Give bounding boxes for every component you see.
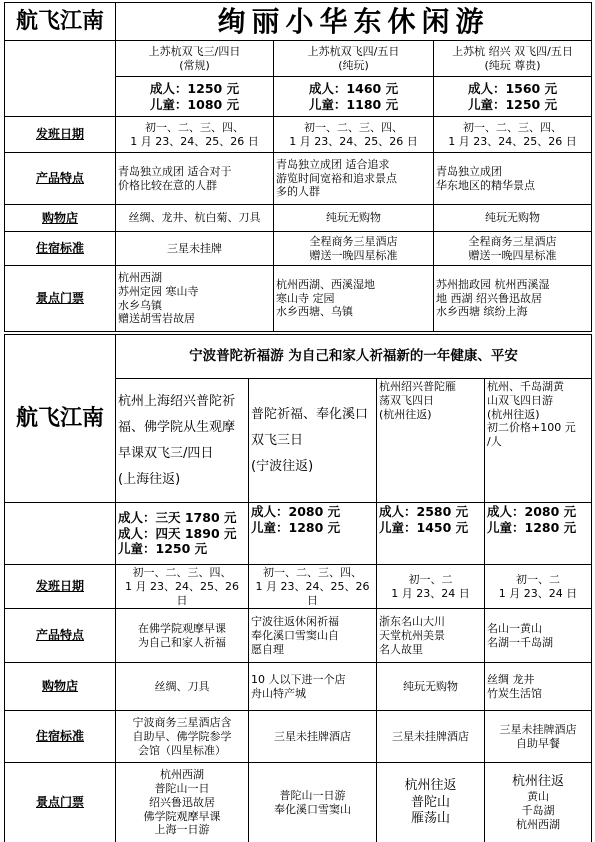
product-name-line: /人 [487,435,502,448]
shopping-line: 竹炭生活馆 [487,686,542,700]
shopping-cell [377,663,485,711]
shopping-line: 纯玩无购物 [403,679,458,693]
shopping-label: 购物店 [5,205,116,232]
feature-line: 名湖一千岛湖 [487,635,553,649]
product-name-line: 初二价格+100 元 [487,421,576,435]
hotel-line: 三星未挂牌酒店 [499,723,577,736]
date-line: 1 月 23、24 日 [391,586,470,600]
price-line: 儿童：1250 元 [118,541,208,557]
price-line: 成人：四天 1890 元 [118,525,237,541]
child-price: 儿童：1250 元 [467,96,558,112]
feature-line: 名人故里 [379,642,423,656]
product-name: 上苏杭双飞四/五日 [307,44,400,58]
hotel-label: 住宿标准 [5,232,116,266]
hotel-line: 三星未挂牌酒店 [392,729,469,743]
product-type: (纯玩) [338,58,369,72]
feature-line: 为自己和家人祈福 [138,635,226,649]
sights-row [5,266,592,332]
date-line: 1 月 23、24 日 [498,586,578,600]
sight-line: 佛学院观摩早课 [143,809,221,823]
price-line: 儿童：1280 元 [487,519,577,535]
sight-line: 杭州西湖、西溪湿地 [276,277,375,291]
sights-cell [249,763,377,842]
date-line: 1 月 23、24、25、26 日 [289,134,418,148]
features-label: 产品特点 [5,609,116,663]
hotel-cell [434,232,592,266]
features-label: 产品特点 [5,153,116,205]
date-line: 1 月 23、24、25、26 日 [255,579,370,607]
hotel-line: 三星未挂牌酒店 [274,729,351,743]
date-line: 初一、二、三、四、 [304,120,403,134]
product-name-line: (上海往返) [118,471,181,487]
features-cell [485,609,592,663]
feature-line: 华东地区的精华景点 [436,178,535,192]
features-cell [377,609,485,663]
product-name-line: 早课双飞三/四日 [118,445,214,461]
hotel-cell [274,232,434,266]
product-name-line: 福、佛学院从生观摩 [118,419,236,435]
shopping-row [5,663,592,711]
top-tour-table [4,2,592,332]
sight-line: 绍兴鲁迅故居 [149,795,215,809]
product-name-cell [377,379,485,503]
date-line: 初一、二、三、四、 [132,566,232,579]
hotel-line: 全程商务三星酒店 [468,234,557,248]
hotel-cell [116,711,249,763]
hotel-line: 自助早餐 [516,736,560,750]
product-name-line: 普陀祈福、奉化溪口 [251,406,369,422]
feature-line: 青岛独立成团 适合对于 [118,164,232,178]
sight-line: 苏州定园 寒山寺 [118,284,199,298]
dates-cell [274,117,434,153]
brand-label: 航飞江南 [5,335,116,503]
product-type: (常规) [179,58,210,72]
sight-line: 赠送胡雪岩故居 [118,312,195,326]
price-cell [377,503,485,565]
price-cell [116,503,249,565]
dates-cell [249,565,377,609]
sight-line: 杭州西湖 [516,817,560,831]
sight-line: 水乡西塘 缤纷上海 [436,305,528,319]
dates-label: 发班日期 [5,117,116,153]
adult-price: 成人：1460 元 [308,80,399,96]
feature-line: 游览时间宽裕和追求景点 [276,171,397,185]
dates-cell [116,565,249,609]
price-line: 儿童：1280 元 [251,519,341,535]
dates-label: 发班日期 [5,565,116,609]
features-row [5,609,592,663]
features-cell [249,609,377,663]
sight-line: 杭州往返 [512,774,565,789]
sight-line: 杭州西湖 [160,768,204,782]
hotel-line: 赠送一晚四星标准 [309,248,398,262]
shopping-cell: 纯玩无购物 [274,205,434,232]
sight-line: 寒山寺 定园 [276,291,335,305]
hotel-line: 自助早、佛学院参学 [132,729,232,743]
price-cell [274,77,434,117]
feature-line: 愿自理 [251,642,284,656]
product-name-cell [116,41,274,77]
sight-line: 千岛湖 [521,804,555,817]
price-line: 成人：三天 1780 元 [118,510,237,526]
sight-line: 苏州拙政园 杭州西溪湿 [436,277,550,291]
sights-cell [434,266,592,332]
sight-line: 普陀山一日游 [279,789,346,802]
sight-line: 水乡乌镇 [118,298,162,312]
feature-line: 名山一黄山 [487,622,542,635]
dates-cell [377,565,485,609]
sights-row [5,763,592,842]
shopping-cell [116,663,249,711]
product-name-cell [249,379,377,503]
dates-cell [485,565,592,609]
sight-line: 杭州往返 [404,778,457,794]
sight-line: 奉化溪口雪窦山 [274,802,351,816]
product-name-line: 双飞三日 [251,432,304,448]
feature-line: 价格比较在意的人群 [118,178,217,192]
date-line: 1 月 23、24、25、26 日 [448,134,577,148]
feature-line: 奉化溪口雪窦山自 [251,628,339,642]
features-cell [116,609,249,663]
shopping-line: 10 人以下进一个店 [251,673,346,686]
shopping-cell: 丝绸、龙井、杭白菊、刀具 [116,205,274,232]
date-line: 1 月 23、24、25、26 日 [130,134,259,148]
adult-price: 成人：1560 元 [467,80,558,96]
hotel-row [5,232,592,266]
sight-line: 黄山 [527,790,549,804]
sights-cell [116,266,274,332]
shopping-cell [249,663,377,711]
feature-line: 青岛独立成团 [436,164,502,178]
product-name: 上苏杭 绍兴 双飞四/五日 [452,44,573,58]
product-name-line: (杭州往返) [379,407,432,421]
sight-line: 普陀山一日 [154,782,210,796]
product-name-line: 荡双飞四日 [379,393,434,407]
product-name-cell [485,379,592,503]
feature-line: 宁波往返休闲祈福 [251,615,339,629]
dates-row [5,565,592,609]
empty-label-cell [5,503,116,565]
sights-cell [485,763,592,842]
product-name-line: (宁波往返) [251,458,314,474]
product-name-line: (杭州往返) [487,407,540,421]
feature-line: 青岛独立成团 适合追求 [276,157,390,171]
product-type: (纯玩 尊贵) [484,58,541,72]
child-price: 儿童：1080 元 [149,96,240,112]
date-line: 初一、二 [408,572,453,586]
feature-line: 多的人群 [276,185,320,199]
hotel-cell [116,232,274,266]
sights-label: 景点门票 [5,266,116,332]
feature-line: 在佛学院观摩早课 [138,622,226,635]
feature-line: 浙东名山大川 [379,615,445,629]
sights-label: 景点门票 [5,763,116,842]
shopping-cell [485,663,592,711]
page-title: 绚丽小华东休闲游 [116,3,592,41]
hotel-line: 会馆（四星标准） [138,743,226,757]
sights-cell [377,763,485,842]
shopping-line: 舟山特产城 [251,686,306,700]
shopping-row [5,205,592,232]
dates-cell [116,117,274,153]
product-name-line: 杭州绍兴普陀雁 [379,380,456,393]
price-cell [116,77,274,117]
price-cell [485,503,592,565]
dates-cell [434,117,592,153]
empty-corner-cell [5,41,116,117]
hotel-cell [377,711,485,763]
hotel-line: 宁波商务三星酒店含 [132,716,232,730]
sight-line: 普陀山 [410,794,450,810]
features-cell [116,153,274,205]
product-name-line: 杭州上海绍兴普陀祈 [118,393,236,409]
hotel-line: 三星未挂牌 [167,241,222,255]
hotel-line: 赠送一晚四星标准 [468,248,557,262]
child-price: 儿童：1180 元 [308,96,399,112]
adult-price: 成人：1250 元 [149,80,240,96]
product-name-cell [274,41,434,77]
price-line: 成人：2580 元 [379,504,469,519]
sight-line: 雁荡山 [410,810,450,826]
hotel-cell [249,711,377,763]
feature-line: 天堂杭州美景 [379,628,445,642]
hotel-row [5,711,592,763]
price-cell [249,503,377,565]
date-line: 初一、二、三、四、 [463,120,563,134]
sights-cell [274,266,434,332]
product-name: 上苏杭双飞三/四日 [148,44,241,58]
brand-label: 航飞江南 [5,3,116,41]
dates-row [5,117,592,153]
price-line: 儿童：1450 元 [379,519,469,535]
section-banner: 宁波普陀祈福游 为自己和家人祈福新的一年健康、平安 [116,335,592,379]
sights-cell [116,763,249,842]
features-row [5,153,592,205]
price-line: 成人：2080 元 [487,504,577,519]
sight-line: 上海一日游 [154,823,210,837]
shopping-line: 丝绸 龙井 [487,673,535,686]
product-name-cell [116,379,249,503]
shopping-label: 购物店 [5,663,116,711]
sight-line: 地 西湖 绍兴鲁迅故居 [436,291,542,305]
price-line: 成人：2080 元 [251,504,341,519]
product-name-cell [434,41,592,77]
date-line: 初一、二 [516,572,560,586]
hotel-line: 全程商务三星酒店 [309,234,398,248]
date-line: 初一、二、三、四、 [145,120,244,134]
shopping-cell: 纯玩无购物 [434,205,592,232]
price-row [5,503,592,565]
features-cell [434,153,592,205]
product-name-row [5,41,592,77]
product-name-line: 山双飞四日游 [487,393,553,407]
sight-line: 水乡西塘、乌镇 [276,305,353,319]
hotel-cell [485,711,592,763]
product-name-line: 杭州、千岛湖黄 [487,380,564,393]
price-cell [434,77,592,117]
sight-line: 杭州西湖 [118,271,162,284]
hotel-label: 住宿标准 [5,711,116,763]
shopping-line: 丝绸、刀具 [154,679,210,693]
date-line: 1 月 23、24、25、26 日 [125,579,239,607]
date-line: 初一、二、三、四、 [263,566,362,579]
features-cell [274,153,434,205]
bottom-tour-table [4,334,592,842]
